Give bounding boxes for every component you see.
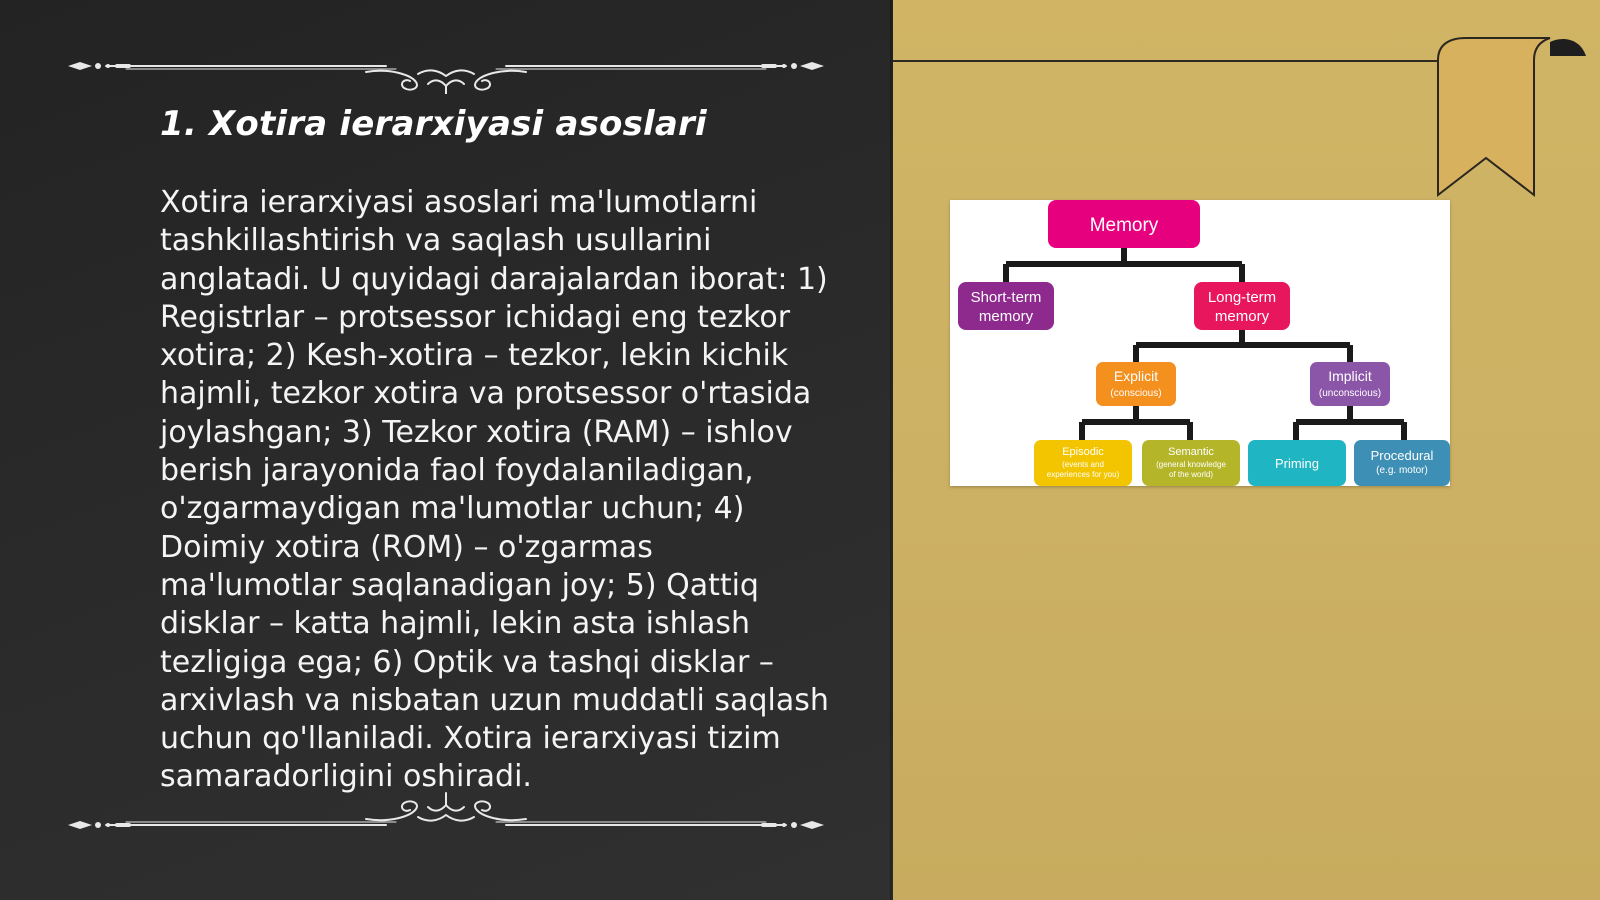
- implicit-node: [1310, 362, 1390, 406]
- scroll-ornament-icon: [66, 40, 826, 94]
- diagram-connectors: [1006, 248, 1404, 440]
- implicit-label: Implicit: [1328, 368, 1372, 384]
- procedural-label: Procedural: [1370, 448, 1434, 463]
- slide-body-text: Xotira ierarxiyasi asoslari ma'lumotlarni tashkillashtirish va saqlash usullarini anglatadi. U quyidagi darajalardan iborat: 1) Registrlar – protsessor ichidagi eng tezkor xotira; 2) Kesh-xotira – tezkor, lekin kichik hajmli, tezkor xotira va protsessor o'rtasida joylashgan; 3) Tezkor xotira (RAM) – ishlov berish jarayonida faol foydalaniladigan, o'zgarmaydigan ma'lumotlar uchun; 4) Doimiy xotira (ROM) – o'zgarmas ma'lumotlar saqlanadigan joy; 5) Qattiq disklar – katta hajmli, lekin asta ishlash tezligiga ega; 6) Optik va tashqi disklar – arxivlash va nisbatan uzun muddatli saqlash uchun qo'llaniladi. Xotira ierarxiyasi tizim samaradorligini oshiradi.: [160, 185, 829, 795]
- semantic-node: [1142, 440, 1240, 486]
- priming-node: [1248, 440, 1346, 486]
- priming-label: Priming: [1274, 456, 1320, 471]
- memory-node: [1048, 200, 1200, 248]
- procedural-node: [1354, 440, 1450, 486]
- semantic-sublabel-line1: (general knowledge: [1156, 460, 1226, 469]
- bookmark-icon: [1430, 30, 1600, 200]
- long-term-label-line1: Long-term: [1207, 289, 1277, 306]
- explicit-label: Explicit: [1113, 368, 1159, 384]
- short-term-label-line2: memory: [978, 308, 1034, 325]
- long-term-node: [1194, 282, 1290, 330]
- episodic-sublabel-line2: experiences for you): [1046, 470, 1120, 479]
- short-term-label-line1: Short-term: [970, 289, 1042, 306]
- memory-diagram-svg: [950, 200, 1450, 486]
- implicit-sublabel: (unconscious): [1318, 388, 1382, 399]
- explicit-sublabel: (conscious): [1110, 388, 1162, 399]
- semantic-label: Semantic: [1168, 446, 1214, 458]
- episodic-node: [1034, 440, 1132, 486]
- short-term-node: [958, 282, 1054, 330]
- procedural-sublabel: (e.g. motor): [1376, 465, 1428, 476]
- explicit-node: [1096, 362, 1176, 406]
- memory-diagram: [950, 200, 1450, 486]
- episodic-label: Episodic: [1062, 446, 1104, 458]
- slide-title: 1. Xotira ierarxiyasi asoslari: [160, 104, 707, 144]
- right-rule-line: [893, 60, 1438, 62]
- memory-node-label: Memory: [1089, 215, 1159, 236]
- episodic-sublabel-line1: (events and: [1062, 460, 1104, 469]
- semantic-sublabel-line2: of the world): [1168, 470, 1214, 479]
- long-term-label-line2: memory: [1214, 308, 1270, 325]
